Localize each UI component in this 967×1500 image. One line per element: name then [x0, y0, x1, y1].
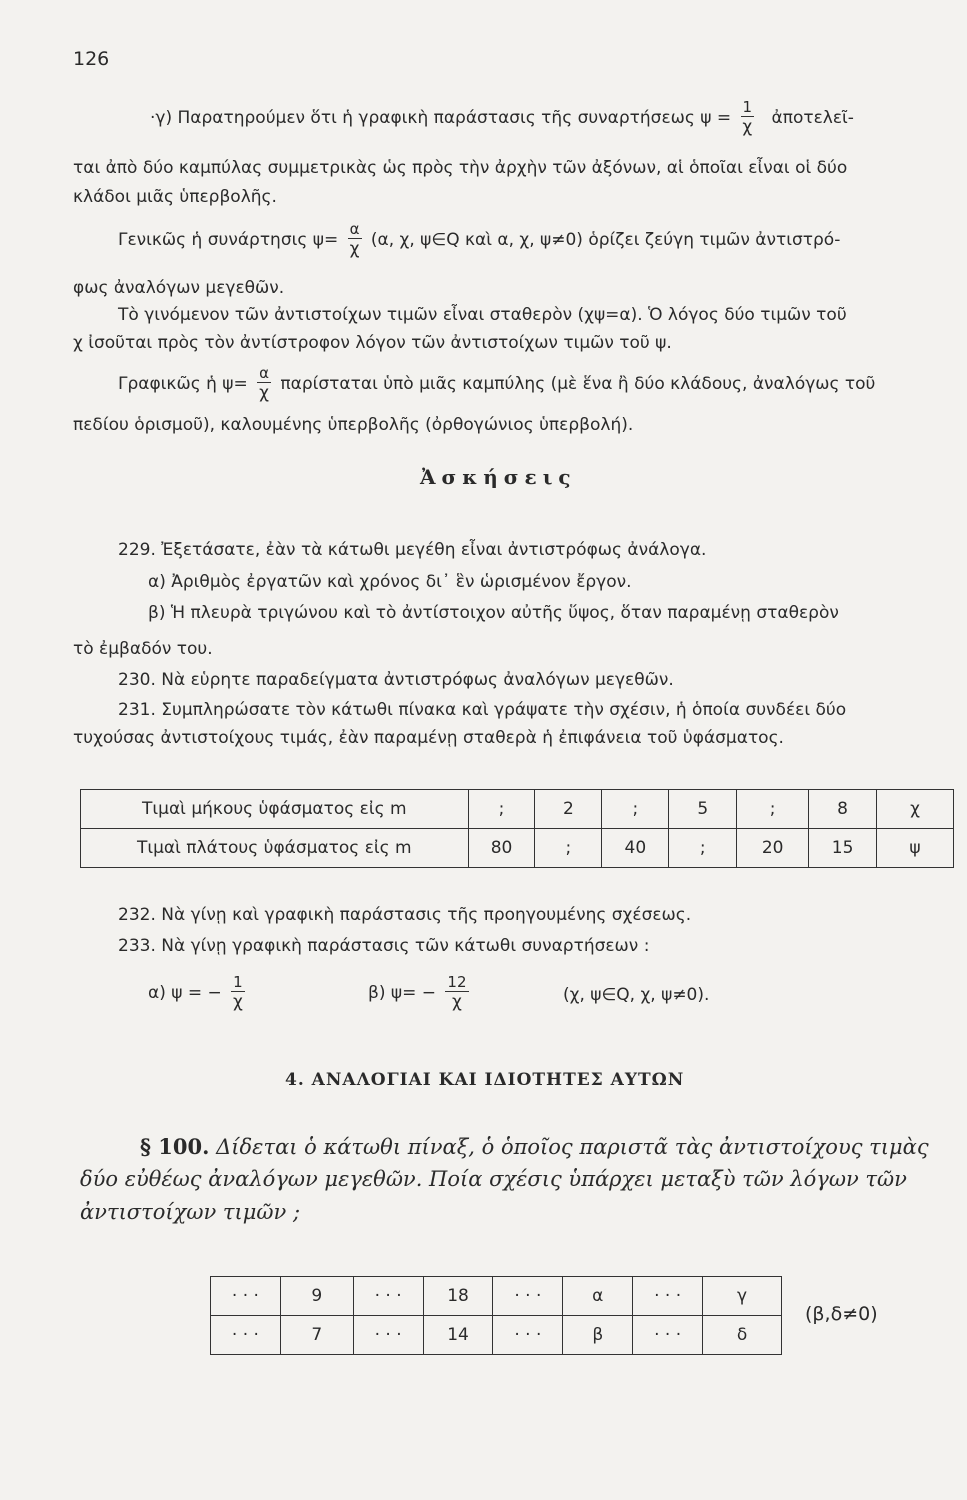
table-cell: · · ·: [211, 1316, 281, 1355]
table-row: [81, 829, 954, 868]
exercise-229-b: β) Ἡ πλευρὰ τριγώνου καὶ τὸ ἀντίστοιχον αὐτῆς ὕψος, ὅταν παραμένῃ σταθερὸν: [148, 603, 839, 623]
paragraph-general-line2: φως ἀναλόγων μεγεθῶν.: [73, 278, 285, 298]
table-cell: · · ·: [353, 1316, 423, 1355]
fraction-numerator: α: [349, 220, 360, 238]
paragraph-100-line2: δύο εὐθέως ἀναλόγων μεγεθῶν. Ποία σχέσις ὑπάρχει μεταξὺ τῶν λόγων τῶν: [80, 1167, 907, 1191]
table-cell: β: [563, 1316, 633, 1355]
fraction-1-over-x: [231, 975, 245, 1011]
fraction-denominator: χ: [452, 992, 462, 1012]
table-cell: Τιμαὶ μήκους ὑφάσματος εἰς m: [81, 790, 469, 829]
table-cell: ;: [602, 790, 669, 829]
paragraph-gamma-line1: [150, 100, 854, 136]
exercise-231-line1: 231. Συμπληρώσατε τὸν κάτωθι πίνακα καὶ γράψατε τὴν σχέσιν, ἡ ὁποία συνδέει δύο: [118, 700, 847, 720]
table-row: [211, 1316, 782, 1355]
paragraph-100-line3: ἀντιστοίχων τιμῶν ;: [80, 1200, 301, 1224]
table-cell: 7: [280, 1316, 353, 1355]
exercise-229: 229. Ἐξετάσατε, ἐὰν τὰ κάτωθι μεγέθη εἶναι ἀντιστρόφως ἀνάλογα.: [118, 540, 707, 560]
table-cell: 2: [535, 790, 602, 829]
table-cell: · · ·: [211, 1277, 281, 1316]
exercise-233-condition: (χ, ψ∈Q, χ, ψ≠0).: [563, 985, 710, 1005]
table-cell: 20: [737, 829, 809, 868]
fraction-numerator: 1: [233, 973, 243, 991]
exercise-231-line2: τυχούσας ἀντιστοίχους τιμάς, ἐὰν παραμένῃ σταθερὰ ἡ ἐπιφάνεια τοῦ ὑφάσματος.: [73, 728, 784, 748]
table-cell: Τιμαὶ πλάτους ὑφάσματος εἰς m: [81, 829, 469, 868]
paragraph-gamma-prefix: ·γ) Παρατηρούμεν ὅτι ἡ γραφικὴ παράστασις τῆς συναρτήσεως ψ =: [150, 108, 737, 128]
table-cell: ;: [468, 790, 535, 829]
table-cell: 18: [423, 1277, 493, 1316]
paragraph-product-line1: Τὸ γινόμενον τῶν ἀντιστοίχων τιμῶν εἶναι σταθερὸν (χψ=α). Ὁ λόγος δύο τιμῶν τοῦ: [118, 305, 847, 325]
paragraph-product-line2: χ ἰσοῦται πρὸς τὸν ἀντίστροφον λόγον τῶν ἀντιστοίχων τιμῶν τοῦ ψ.: [73, 333, 672, 353]
table-cell: 14: [423, 1316, 493, 1355]
fraction-denominator: χ: [349, 239, 360, 259]
paragraph-graph-suffix: παρίσταται ὑπὸ μιᾶς καμπύλης (μὲ ἕνα ἢ δύο κλάδους, ἀναλόγως τοῦ: [280, 374, 876, 394]
paragraph-general-prefix: Γενικῶς ἡ συνάρτησις ψ=: [118, 230, 344, 250]
exercise-233-b: [368, 975, 473, 1011]
fraction-a-over-x: [257, 366, 271, 402]
fraction-numerator: 12: [447, 973, 467, 991]
fraction-a-over-x: [348, 222, 362, 258]
exercise-229-b-line2: τὸ ἐμβαδόν του.: [73, 639, 213, 659]
table-row: [211, 1277, 782, 1316]
table-cell: 5: [669, 790, 737, 829]
fraction-numerator: 1: [742, 98, 753, 116]
table-cell: χ: [877, 790, 954, 829]
section-4-title: 4. ΑΝΑΛΟΓΙΑΙ ΚΑΙ ΙΔΙΟΤΗΤΕΣ ΑΥΤΩΝ: [285, 1070, 685, 1090]
table-cell: α: [563, 1277, 633, 1316]
table-cell: 8: [809, 790, 877, 829]
table-cell: · · ·: [493, 1277, 563, 1316]
exercise-232: 232. Νὰ γίνῃ καὶ γραφικὴ παράστασις τῆς προηγουμένης σχέσεως.: [118, 905, 692, 925]
paragraph-gamma-suffix: ἀποτελεῖ-: [771, 108, 854, 128]
table-cell: · · ·: [633, 1316, 703, 1355]
exercise-233-a: [148, 975, 249, 1011]
table-cell: 15: [809, 829, 877, 868]
table-cell: ;: [535, 829, 602, 868]
fraction-denominator: χ: [742, 117, 753, 137]
proportional-values-table: [210, 1276, 782, 1355]
exercise-233: 233. Νὰ γίνῃ γραφικὴ παράστασις τῶν κάτωθι συναρτήσεων :: [118, 936, 650, 956]
paragraph-100-number: § 100.: [140, 1134, 210, 1159]
fraction-numerator: α: [259, 364, 270, 382]
function-a-prefix: α) ψ = −: [148, 983, 222, 1003]
table-cell: δ: [703, 1316, 782, 1355]
paragraph-graph-line2: πεδίου ὁρισμοῦ), καλουμένης ὑπερβολῆς (ὀρθογώνιος ὑπερβολή).: [73, 415, 634, 435]
table-cell: 80: [468, 829, 535, 868]
table-cell: · · ·: [633, 1277, 703, 1316]
fraction-12-over-x: [445, 975, 468, 1011]
fraction-1-over-x: [741, 100, 755, 136]
table-row: [81, 790, 954, 829]
table-cell: ;: [669, 829, 737, 868]
paragraph-graph-line1: [118, 366, 875, 402]
table-cell: γ: [703, 1277, 782, 1316]
paragraph-general-suffix: (α, χ, ψ∈Q καὶ α, χ, ψ≠0) ὁρίζει ζεύγη τιμῶν ἀντιστρό-: [370, 230, 841, 250]
paragraph-graph-prefix: Γραφικῶς ἡ ψ=: [118, 374, 254, 394]
table-cell: 9: [280, 1277, 353, 1316]
table-cell: · · ·: [353, 1277, 423, 1316]
fraction-denominator: χ: [259, 383, 269, 403]
exercise-230: 230. Νὰ εὑρητε παραδείγματα ἀντιστρόφως ἀναλόγων μεγεθῶν.: [118, 670, 674, 690]
function-b-prefix: β) ψ= −: [368, 983, 436, 1003]
table-cell: ψ: [877, 829, 954, 868]
paragraph-gamma-line3: κλάδοι μιᾶς ὑπερβολῆς.: [73, 187, 277, 207]
table-2-condition: (β,δ≠0): [805, 1303, 878, 1325]
paragraph-general-line1: [118, 222, 840, 258]
paragraph-100-line1: [140, 1134, 929, 1159]
paragraph-100-text: Δίδεται ὁ κάτωθι πίναξ, ὁ ὁποῖος παριστᾶ τὰς ἀντιστοίχους τιμὰς: [216, 1135, 929, 1159]
fraction-denominator: χ: [233, 992, 243, 1012]
page-number: 126: [73, 48, 110, 70]
exercise-229-a: α) Ἀριθμὸς ἐργατῶν καὶ χρόνος δι᾽ ἓν ὡρισμένον ἔργον.: [148, 572, 632, 592]
table-cell: ;: [737, 790, 809, 829]
exercises-heading: Ἀσκήσεις: [420, 465, 577, 489]
paragraph-gamma-line2: ται ἀπὸ δύο καμπύλας συμμετρικὰς ὡς πρὸς τὴν ἀρχὴν τῶν ἀξόνων, αἱ ὁποῖαι εἶναι οἱ δύο: [73, 158, 848, 178]
fabric-values-table: [80, 789, 954, 868]
table-cell: · · ·: [493, 1316, 563, 1355]
table-cell: 40: [602, 829, 669, 868]
